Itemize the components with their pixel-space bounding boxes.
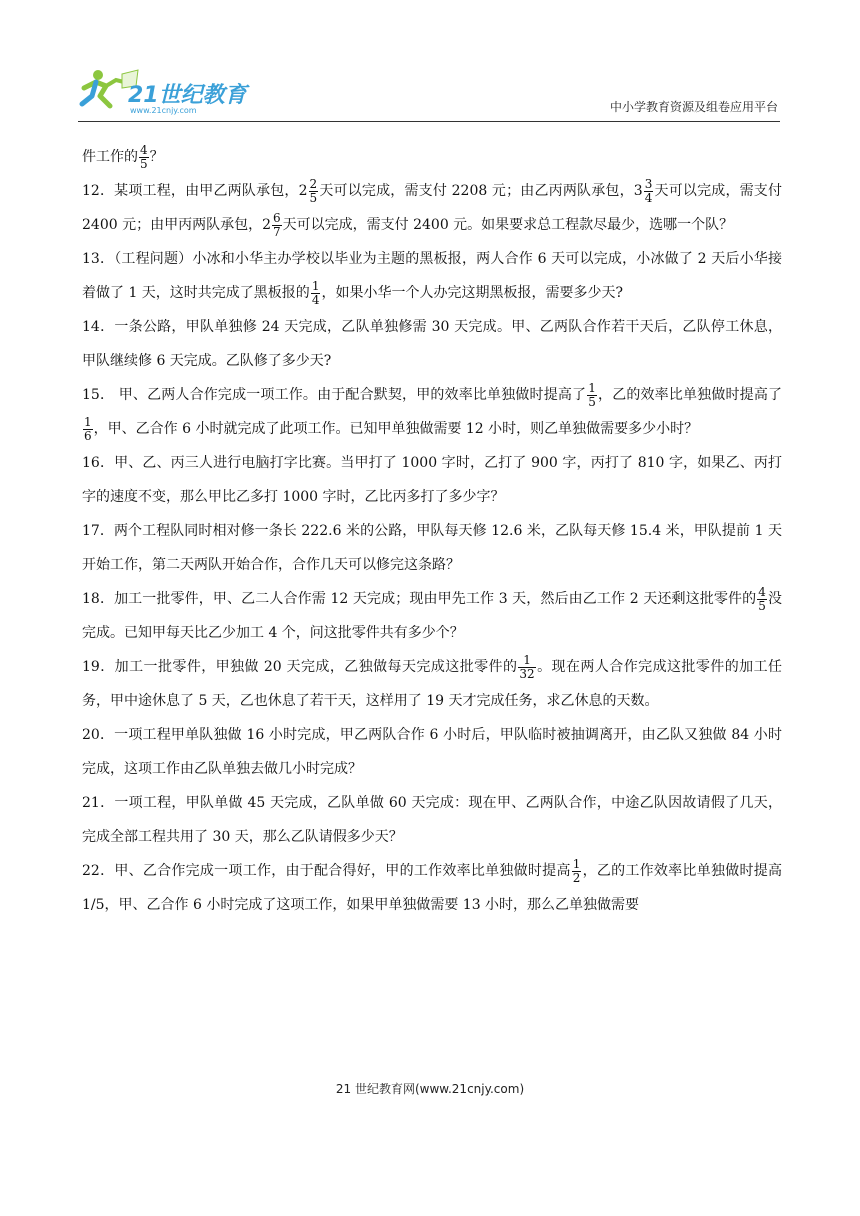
platform-name: 中小学教育资源及组卷应用平台 xyxy=(609,100,778,114)
21cnjy-logo xyxy=(78,66,258,116)
problem-list xyxy=(82,140,782,922)
page-header xyxy=(78,66,778,116)
fraction: $\frac{4}{5}$ xyxy=(140,142,148,171)
fraction: $\frac{1}{32}$ xyxy=(519,652,535,681)
problem-11-continuation: 件工作的 $\frac{4}{5}$ ？ xyxy=(82,142,164,171)
problem-13: 13．（工程问题）小冰和小华主办学校以毕业为主题的黑板报，两人合作 6 天可以完成，小冰做了 2 天后小华接着做了 1 天，这时共完成了黑板报的 $\frac{1}{4}$ ，如果小华一个人办完这期黑板报，需要多少天? xyxy=(82,251,782,307)
fraction: $\frac{1}{4}$ xyxy=(311,278,320,307)
problem-19: 19．加工一批零件，甲独做 20 天完成，乙独做每天完成这批零件的 $\frac{1}{32}$ 。现在两人合作完成这批零件的加工任务，甲中途休息了 5 天，乙也休息了若干天，这样用了 19 天才完成任务，求乙休息的天数。 xyxy=(82,652,783,709)
page-footer: 21 世纪教育网(www.21cnjy.com) xyxy=(335,1082,525,1096)
fraction: $\frac{2}{5}$ xyxy=(309,176,318,205)
svg-text:21世纪教育: 21世纪教育 xyxy=(128,83,247,108)
fraction: $\frac{4}{5}$ xyxy=(758,584,766,613)
svg-text:www.21cnjy.com: www.21cnjy.com xyxy=(130,106,197,115)
fraction: $\frac{3}{4}$ xyxy=(644,176,653,205)
header-divider xyxy=(78,121,780,122)
fraction: $\frac{1}{6}$ xyxy=(84,414,92,443)
problem-18: 18．加工一批零件，甲、乙二人合作需 12 天完成；现由甲先工作 3 天，然后由乙工作 2 天还剩这批零件的 $\frac{4}{5}$ 没完成。已知甲每天比乙少加工 4 个，问这批零件共有多少个？ xyxy=(82,584,782,641)
problem-15: 15． 甲、乙两人合作完成一项工作。由于配合默契，甲的效率比单独做时提高了 $\frac{1}{5}$ ，乙的效率比单独做时提高了 $\frac{1}{6}$ ，甲、乙合作 6 小时就完成了此项工作。已知甲单独做需要 12 小时，则乙单独做需要多少小时？ xyxy=(82,380,783,443)
problem-17: 17．两个工程队同时相对修一条长 222.6 米的公路，甲队每天修 12.6 米，乙队每天修 15.4 米，甲队提前 1 天开始工作，第二天两队开始合作，合作几天可以修完这条路？ xyxy=(82,523,782,573)
problem-12: 12．某项工程，由甲乙两队承包，2 $\frac{2}{5}$ 天可以完成，需支付 2208 元；由乙丙两队承包，3 $\frac{3}{4}$ 天可以完成，需支付 2400 元；由甲丙两队承包，2 $\frac{6}{7}$ 天可以完成，需支付 2400 元。如果要求总工程款尽最少，选哪一个队？ xyxy=(82,176,782,239)
fraction: $\frac{1}{2}$ xyxy=(572,856,581,885)
fraction: $\frac{1}{5}$ xyxy=(588,380,596,409)
problem-21: 21．一项工程，甲队单做 45 天完成，乙队单做 60 天完成：现在甲、乙两队合作，中途乙队因故请假了几天，完成全部工程共用了 30 天，那么乙队请假多少天？ xyxy=(82,795,782,845)
problem-14: 14．一条公路，甲队单独修 24 天完成，乙队单独修需 30 天完成。甲、乙两队合作若干天后，乙队停工休息，甲队继续修 6 天完成。乙队修了多少天? xyxy=(82,319,782,369)
problem-20: 20．一项工程甲单队独做 16 小时完成，甲乙两队合作 6 小时后，甲队临时被抽调离开，由乙队又独做 84 小时完成，这项工作由乙队单独去做几小时完成？ xyxy=(82,727,782,777)
fraction: $\frac{6}{7}$ xyxy=(273,210,281,239)
problem-16: 16．甲、乙、丙三人进行电脑打字比赛。当甲打了 1000 字时，乙打了 900 字，丙打了 810 字，如果乙、丙打字的速度不变，那么甲比乙多打 1000 字时，乙比丙多打了多少字？ xyxy=(82,455,782,505)
problem-22: 22．甲、乙合作完成一项工作，由于配合得好，甲的工作效率比单独做时提高 $\frac{1}{2}$ ，乙的工作效率比单独做时提高 1/5，甲、乙合作 6 小时完成了这项工作，如果甲单独做需要 13 小时，那么乙单独做需要 xyxy=(82,856,783,913)
